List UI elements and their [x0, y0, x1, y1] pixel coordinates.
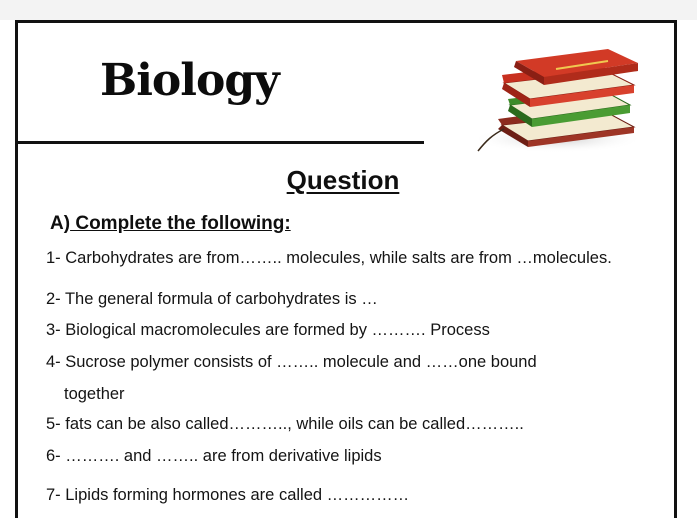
question-3: 3- Biological macromolecules are formed by ………. Process: [46, 321, 490, 339]
question-5: 5- fats can be also called……….., while oils can be called………..: [46, 415, 524, 433]
section-a-prefix: A): [50, 213, 71, 234]
question-heading: Question: [286, 165, 400, 195]
question-6: 6- ………. and …….. are from derivative lipids: [46, 447, 382, 465]
title-underline-rule: [18, 141, 424, 144]
question-4-continuation: together: [64, 385, 125, 403]
question-1: 1- Carbohydrates are from…….. molecules, while salts are from …molecules.: [46, 249, 612, 267]
section-a-label: Complete the following:: [70, 213, 291, 234]
stack-of-books-icon: [458, 43, 644, 155]
question-2: 2- The general formula of carbohydrates is …: [46, 290, 378, 308]
page-border-frame: [15, 20, 677, 518]
page-title: Biology: [100, 55, 279, 106]
question-4: 4- Sucrose polymer consists of …….. molecule and ……one bound: [46, 353, 537, 371]
section-a-title: [50, 213, 291, 235]
viewer-top-strip: [0, 0, 697, 20]
question-7: 7- Lipids forming hormones are called ……………: [46, 486, 410, 504]
